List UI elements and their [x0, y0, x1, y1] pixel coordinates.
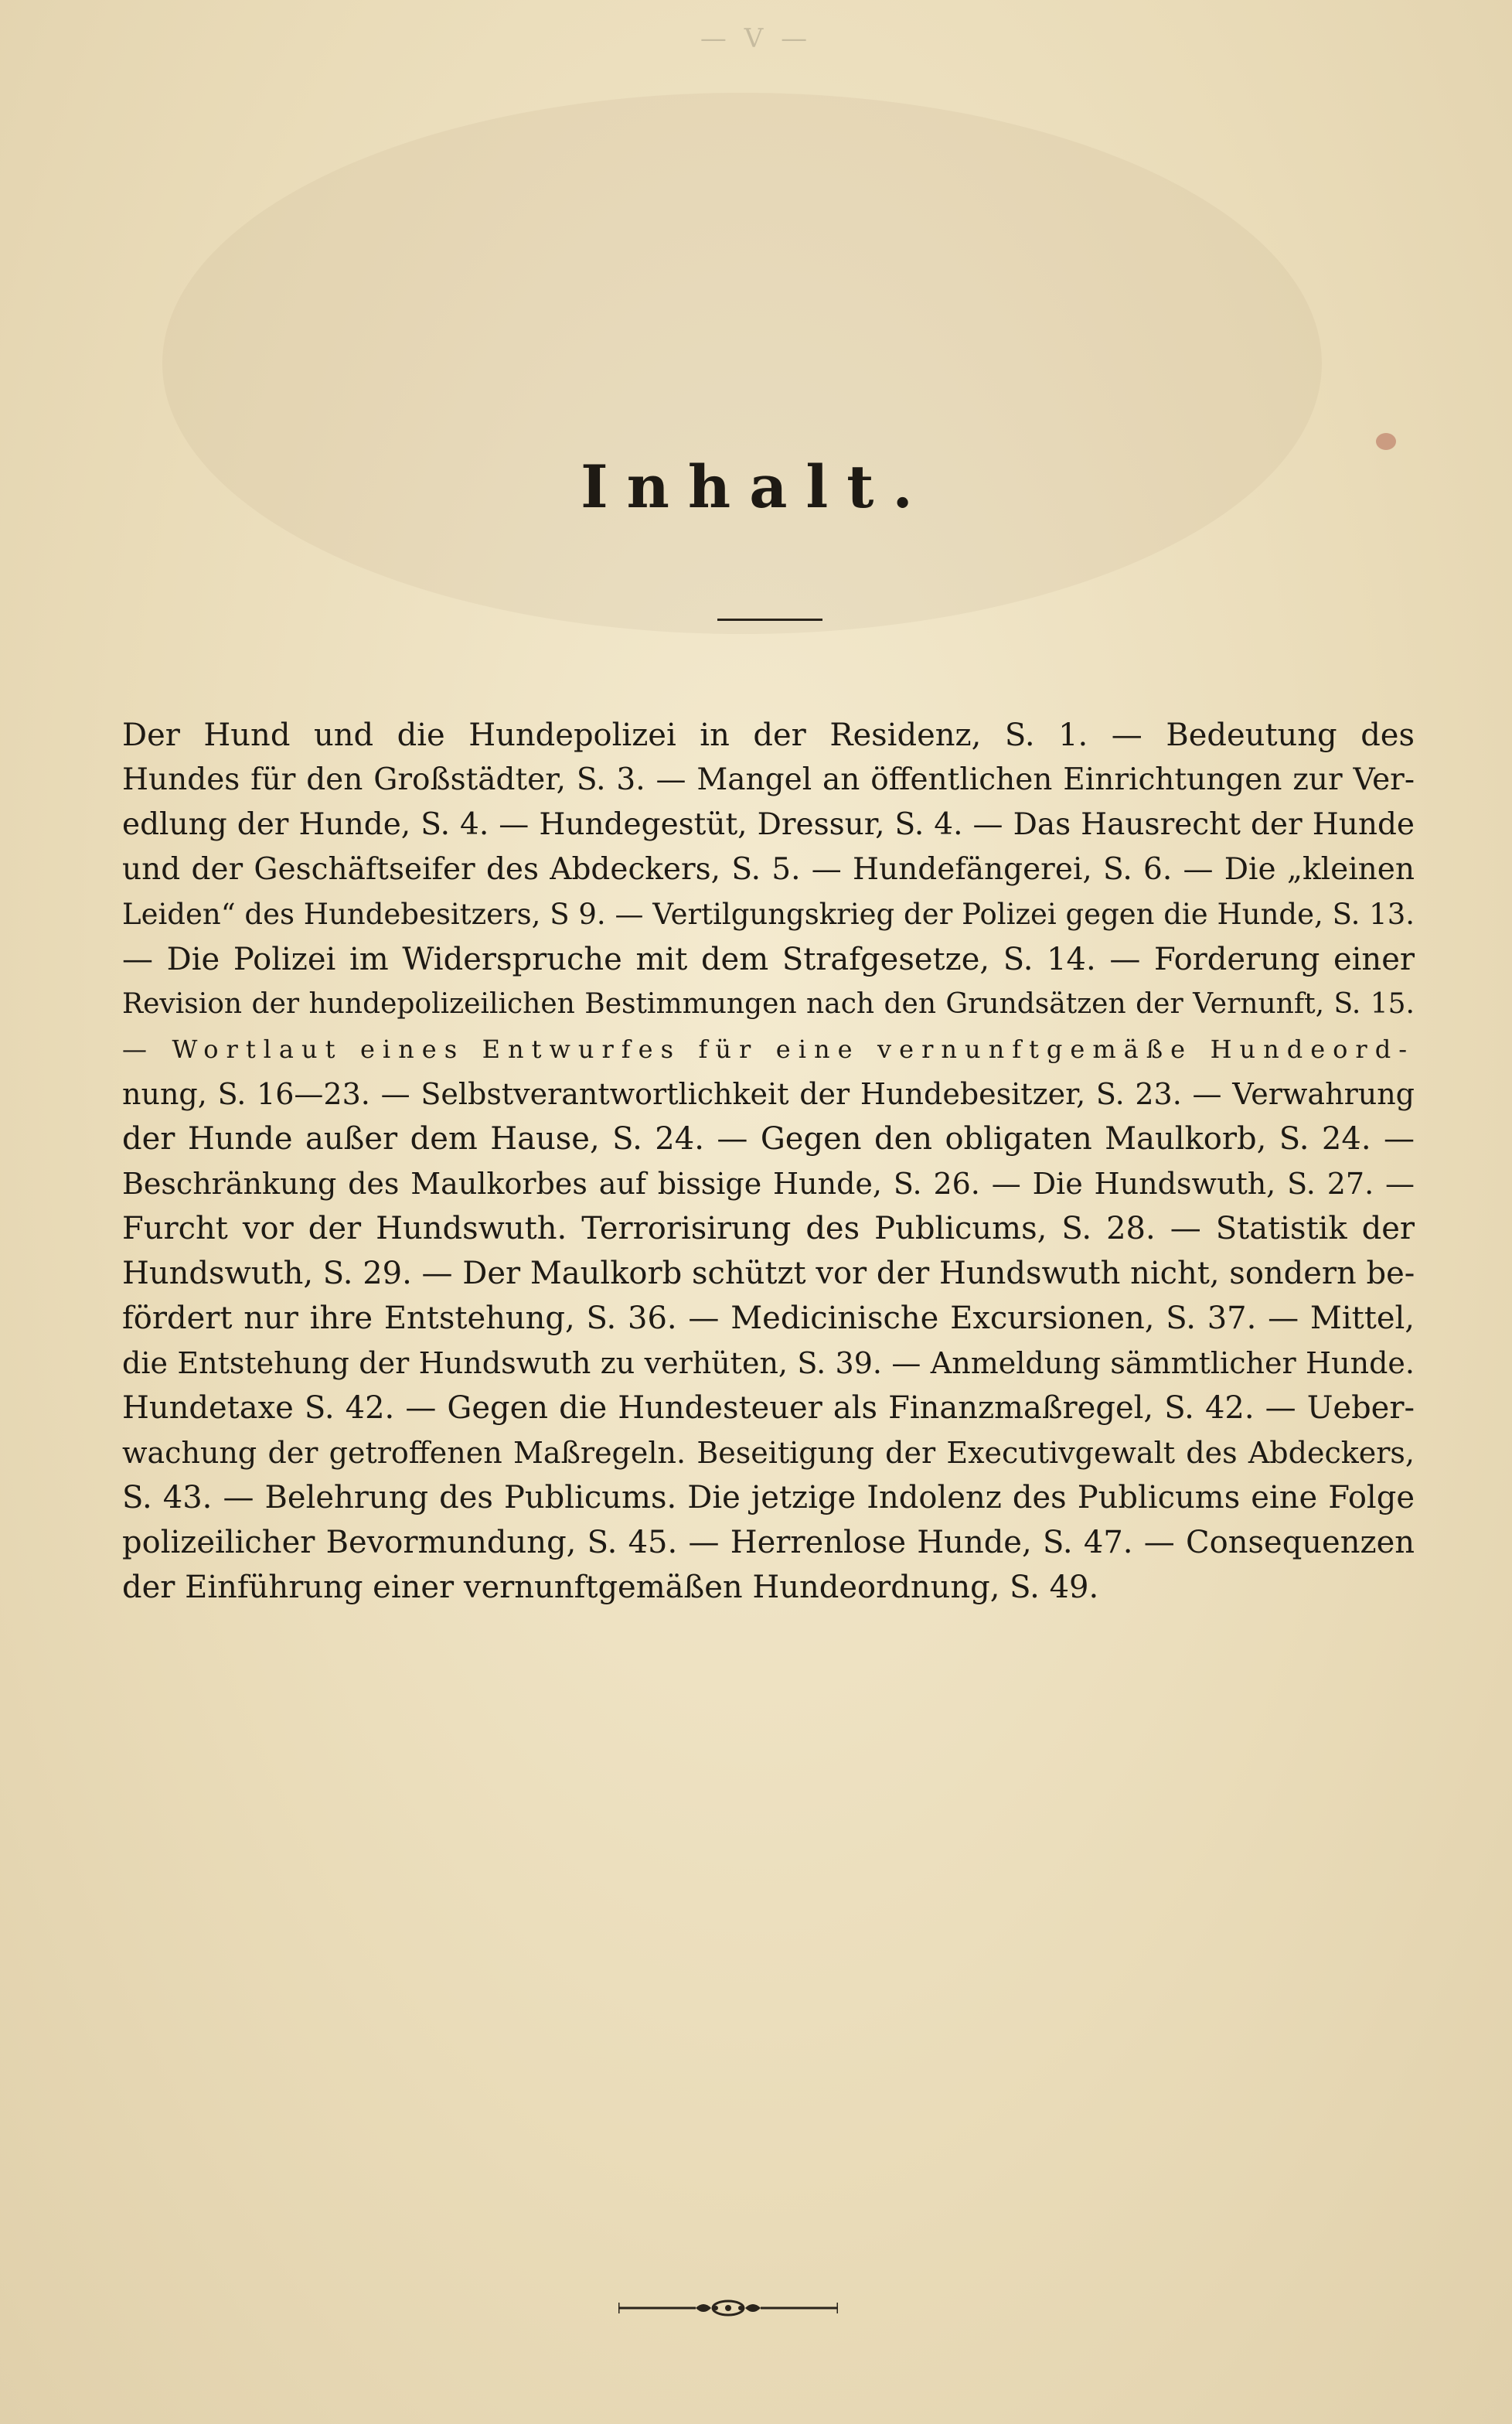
toc-line: wachung der getroffenen Maßregeln. Beseitigung der Executivgewalt des Abdeckers, [122, 1436, 1415, 1470]
table-of-contents [122, 713, 1415, 1610]
toc-line: fördert nur ihre Entstehung, S. 36. — Medicinische Excursionen, S. 37. — Mittel, [122, 1301, 1415, 1336]
toc-line: Furcht vor der Hundswuth. Terrorisirung des Publicums, S. 28. — Statistik der [122, 1211, 1415, 1246]
decorative-ornament [618, 2296, 838, 2320]
toc-line: Der Hund und die Hundepolizei in der Residenz, S. 1. — Bedeutung des [122, 718, 1415, 753]
toc-line: — Die Polizei im Widerspruche mit dem Strafgesetze, S. 14. — Forderung einer [122, 942, 1415, 977]
toc-line: die Entstehung der Hundswuth zu verhüten, S. 39. — Anmeldung sämmtlicher Hunde. [122, 1346, 1415, 1380]
page-number: — V — [700, 23, 812, 54]
toc-line: — Wortlaut eines Entwurfes für eine vernunftgemäße Hundeord- [122, 1035, 1415, 1064]
toc-line: polizeilicher Bevormundung, S. 45. — Herrenlose Hunde, S. 47. — Consequenzen [122, 1525, 1415, 1560]
toc-line: Revision der hundepolizeilichen Bestimmungen nach den Grundsätzen der Vernunft, S. 15. [122, 988, 1415, 1020]
toc-line: edlung der Hunde, S. 4. — Hundegestüt, Dressur, S. 4. — Das Hausrecht der Hunde [122, 807, 1415, 842]
bleed-through-shadow [162, 93, 1322, 634]
toc-line: und der Geschäftseifer des Abdeckers, S. 5. — Hundefängerei, S. 6. — Die „kleinen [122, 852, 1415, 887]
ink-spot [1376, 433, 1396, 450]
page-title: Inhalt. [581, 452, 931, 521]
toc-line: Beschränkung des Maulkorbes auf bissige Hunde, S. 26. — Die Hundswuth, S. 27. — [122, 1167, 1415, 1201]
toc-line: Hundswuth, S. 29. — Der Maulkorb schützt vor der Hundswuth nicht, sondern be- [122, 1256, 1415, 1291]
toc-line: der Hunde außer dem Hause, S. 24. — Gegen den obligaten Maulkorb, S. 24. — [122, 1121, 1415, 1157]
toc-line: Hundetaxe S. 42. — Gegen die Hundesteuer als Finanzmaßregel, S. 42. — Ueber- [122, 1390, 1415, 1426]
toc-line: der Einführung einer vernunftgemäßen Hundeordnung, S. 49. [122, 1570, 1099, 1605]
title-divider [717, 619, 822, 621]
toc-line: Leiden“ des Hundebesitzers, S 9. — Vertilgungskrieg der Polizei gegen die Hunde, S. 13. [122, 898, 1415, 931]
toc-line: Hundes für den Großstädter, S. 3. — Mangel an öffentlichen Einrichtungen zur Ver- [122, 762, 1415, 797]
toc-line: nung, S. 16—23. — Selbstverantwortlichkeit der Hundebesitzer, S. 23. — Verwahrung [122, 1077, 1415, 1111]
toc-line: S. 43. — Belehrung des Publicums. Die jetzige Indolenz des Publicums eine Folge [122, 1480, 1415, 1515]
